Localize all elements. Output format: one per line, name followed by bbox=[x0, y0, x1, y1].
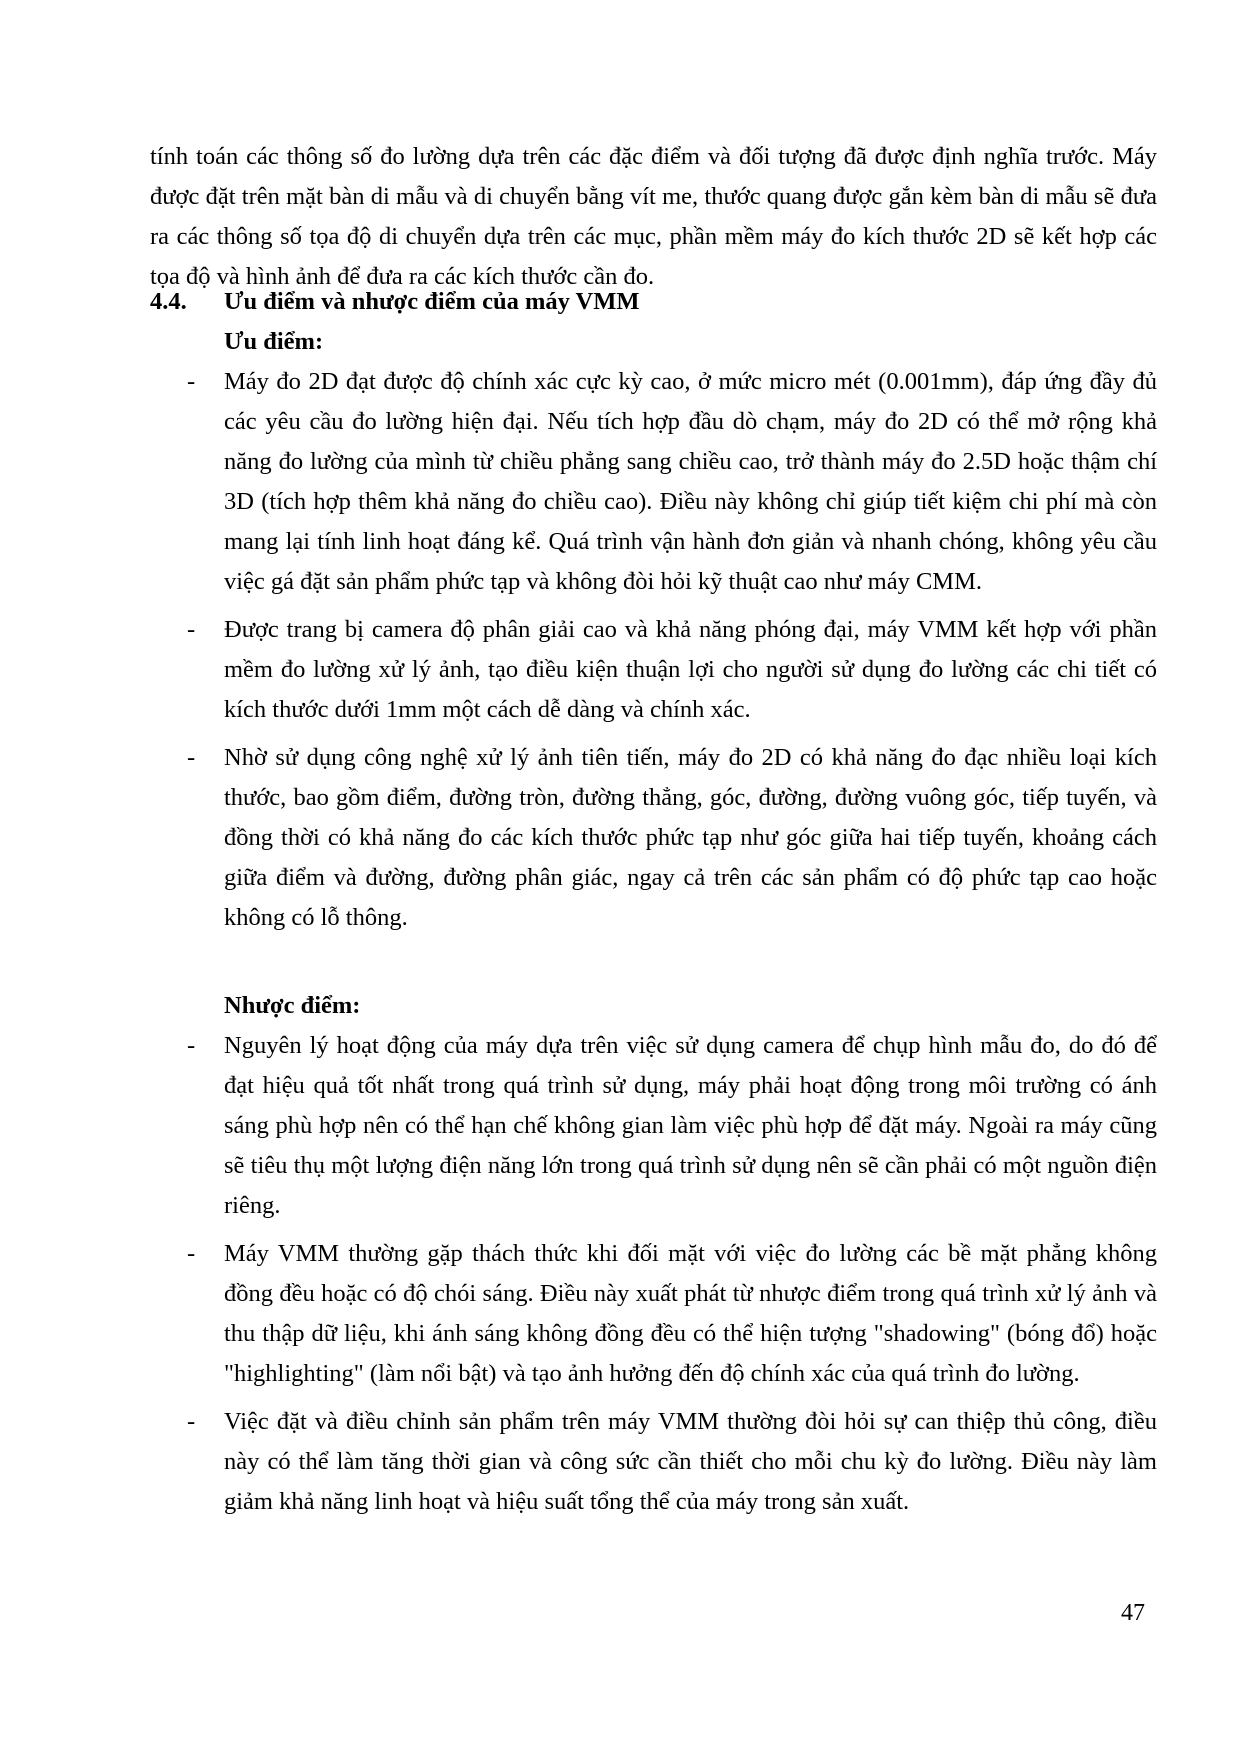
advantages-list bbox=[150, 362, 1157, 946]
advantage-item-3 bbox=[150, 738, 1157, 938]
dash-bullet-icon: - bbox=[187, 1240, 196, 1267]
section-title: Ưu điểm và nhược điểm của máy VMM bbox=[224, 288, 640, 315]
intro-paragraph: tính toán các thông số đo lường dựa trên các đặc điểm và đối tượng đã được định nghĩa trước. Máy được đặt trên mặt bàn di mẫu và di chuyển bằng vít me, thước quang được gắn kèm bàn di mẫu sẽ đưa ra các thông số tọa độ di chuyển dựa trên các mục, phần mềm máy đo kích thước 2D sẽ kết hợp các tọa độ và hình ảnh để đưa ra các kích thước cần đo. bbox=[150, 142, 1157, 290]
dash-bullet-icon: - bbox=[187, 616, 196, 643]
disadvantage-text-1: Nguyên lý hoạt động của máy dựa trên việc sử dụng camera để chụp hình mẫu đo, do đó để đạt hiệu quả tốt nhất trong quá trình sử dụng, máy phải hoạt động trong môi trường có ánh sáng phù hợp nên có thể hạn chế không gian làm việc phù hợp để đặt máy. Ngoài ra máy cũng sẽ tiêu thụ một lượng điện năng lớn trong quá trình sử dụng nên sẽ cần phải có một nguồn điện riêng. bbox=[224, 1032, 1157, 1219]
advantage-text-1: Máy đo 2D đạt được độ chính xác cực kỳ cao, ở mức micro mét (0.001mm), đáp ứng đầy đủ các yêu cầu đo lường hiện đại. Nếu tích hợp đầu dò chạm, máy đo 2D có thể mở rộng khả năng đo lường của mình từ chiều phẳng sang chiều cao, trở thành máy đo 2.5D hoặc thậm chí 3D (tích hợp thêm khả năng đo chiều cao). Điều này không chỉ giúp tiết kiệm chi phí mà còn mang lại tính linh hoạt đáng kể. Quá trình vận hành đơn giản và nhanh chóng, không yêu cầu việc gá đặt sản phẩm phức tạp và không đòi hỏi kỹ thuật cao như máy CMM. bbox=[224, 368, 1157, 595]
disadvantage-item-3 bbox=[150, 1402, 1157, 1522]
dash-bullet-icon: - bbox=[187, 1032, 196, 1059]
dash-bullet-icon: - bbox=[187, 368, 196, 395]
section-number: 4.4. bbox=[150, 288, 187, 315]
advantage-text-2: Được trang bị camera độ phân giải cao và khả năng phóng đại, máy VMM kết hợp với phần mềm đo lường xử lý ảnh, tạo điều kiện thuận lợi cho người sử dụng đo lường các chi tiết có kích thước dưới 1mm một cách dễ dàng và chính xác. bbox=[224, 616, 1157, 723]
disadvantage-item-2 bbox=[150, 1234, 1157, 1394]
disadvantages-list bbox=[150, 1026, 1157, 1530]
advantage-item-1 bbox=[150, 362, 1157, 602]
advantage-item-2 bbox=[150, 610, 1157, 730]
dash-bullet-icon: - bbox=[187, 1408, 196, 1435]
advantages-heading: Ưu điểm: bbox=[224, 328, 324, 355]
disadvantage-text-3: Việc đặt và điều chỉnh sản phẩm trên máy VMM thường đòi hỏi sự can thiệp thủ công, điều này có thể làm tăng thời gian và công sức cần thiết cho mỗi chu kỳ đo lường. Điều này làm giảm khả năng linh hoạt và hiệu suất tổng thể của máy trong sản xuất. bbox=[224, 1408, 1157, 1515]
page-number: 47 bbox=[1121, 1600, 1145, 1626]
dash-bullet-icon: - bbox=[187, 744, 196, 771]
disadvantages-heading: Nhược điểm: bbox=[224, 992, 361, 1019]
advantage-text-3: Nhờ sử dụng công nghệ xử lý ảnh tiên tiến, máy đo 2D có khả năng đo đạc nhiều loại kích thước, bao gồm điểm, đường tròn, đường thẳng, góc, đường, đường vuông góc, tiếp tuyến, và đồng thời có khả năng đo các kích thước phức tạp như góc giữa hai tiếp tuyến, khoảng cách giữa điểm và đường, đường phân giác, ngay cả trên các sản phẩm có độ phức tạp cao hoặc không có lỗ thông. bbox=[224, 744, 1157, 931]
disadvantage-text-2: Máy VMM thường gặp thách thức khi đối mặt với việc đo lường các bề mặt phẳng không đồng đều hoặc có độ chói sáng. Điều này xuất phát từ nhược điểm trong quá trình xử lý ảnh và thu thập dữ liệu, khi ánh sáng không đồng đều có thể hiện tượng "shadowing" (bóng đổ) hoặc "highlighting" (làm nổi bật) và tạo ảnh hưởng đến độ chính xác của quá trình đo lường. bbox=[224, 1240, 1157, 1387]
disadvantage-item-1 bbox=[150, 1026, 1157, 1226]
section-heading bbox=[150, 282, 1157, 322]
